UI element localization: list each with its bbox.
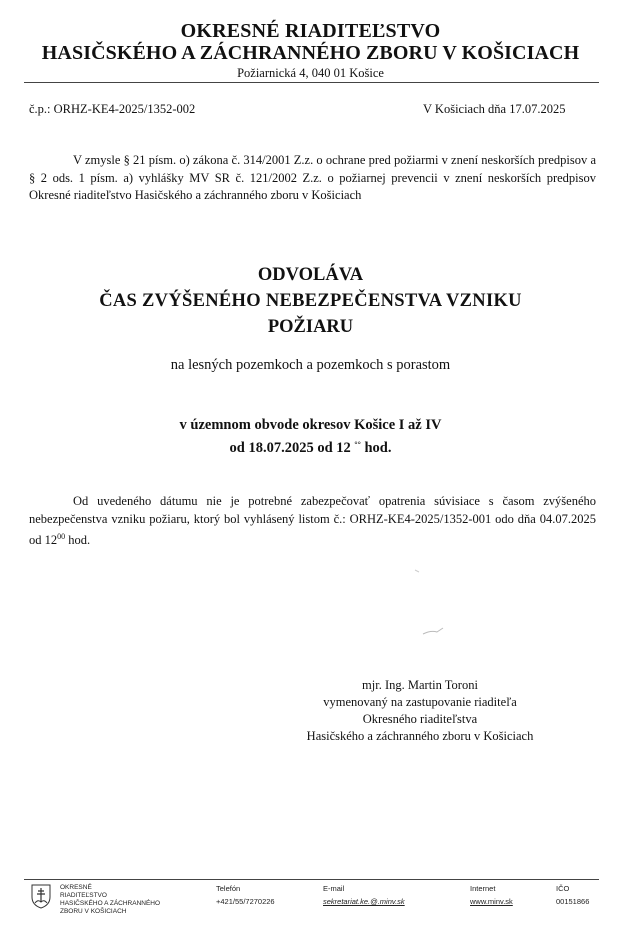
area-line2-sup: °° <box>354 440 361 449</box>
intro-paragraph: V zmysle § 21 písm. o) zákona č. 314/2001 Z.z. o ochrane pred požiarmi v znení neskorších predpisov a § 2 ods. 1 písm. a) vyhlášky MV SR č. 121/2002 Z.z. o požiarnej prevencii v znení neskorších predpisov Okresné riaditeľstvo Hasičského a záchranného zboru v Košiciach <box>29 153 596 202</box>
footer-org-line3: HASIČSKÉHO A ZÁCHRANNÉHO <box>60 900 161 907</box>
footer-org-line2: RIADITEĽSTVO <box>60 892 107 899</box>
footer-divider <box>24 879 599 880</box>
body-sup: 00 <box>57 532 66 541</box>
org-name-line1: OKRESNÉ RIADITEĽSTVO <box>180 20 441 42</box>
footer-internet <box>470 884 513 906</box>
footer-email <box>323 884 405 906</box>
body-text: Od uvedeného dátumu nie je potrebné zabezpečovať opatrenia súvisiace s časom zvýšeného nebezpečenstva vzniku požiaru, ktorý bol vyhlásený listom č.: ORHZ-KE4-2025/1352-001 odo dňa 04.07.2025 od 12 <box>29 494 596 547</box>
signatory-name: mjr. Ing. Martin Toroni <box>362 678 478 692</box>
footer-org-line4: ZBORU V KOŠICIACH <box>60 908 127 915</box>
heading-line2: ČAS ZVÝŠENÉHO NEBEZPEČENSTVA VZNIKU <box>99 291 522 311</box>
footer-ico-value: 00151866 <box>556 897 590 906</box>
footer-ico <box>556 884 589 906</box>
reference-number: č.p.: ORHZ-KE4-2025/1352-002 <box>29 102 196 116</box>
footer-org-line1: OKRESNÉ <box>60 884 92 891</box>
body-paragraph <box>29 492 596 549</box>
org-name-line2: HASIČSKÉHO A ZÁCHRANNÉHO ZBORU V KOŠICIACH <box>41 42 580 64</box>
signatory-role3: Hasičského a záchranného zboru v Košiciach <box>306 729 534 743</box>
heading-line1: ODVOLÁVA <box>257 265 364 285</box>
signatory-role1: vymenovaný na zastupovanie riaditeľa <box>323 695 517 709</box>
footer-phone-label: Telefón <box>216 884 241 893</box>
footer-phone <box>216 884 275 906</box>
signature-block <box>250 677 590 745</box>
area-line2-prefix: od 18.07.2025 od 12 <box>229 440 355 456</box>
footer-org <box>60 884 180 916</box>
slovak-coat-of-arms-icon <box>30 883 52 909</box>
signature-scribble <box>395 560 455 650</box>
area-block <box>0 415 621 458</box>
org-address: Požiarnická 4, 040 01 Košice <box>237 66 384 80</box>
area-line2 <box>0 435 621 458</box>
area-line2-suffix: hod. <box>360 440 392 456</box>
area-line1: v územnom obvode okresov Košice I až IV <box>179 417 442 433</box>
footer-ico-label: IČO <box>556 884 570 893</box>
footer-internet-label: Internet <box>470 884 496 893</box>
place-date: V Košiciach dňa 17.07.2025 <box>423 102 566 116</box>
footer-email-label: E-mail <box>323 884 345 893</box>
footer-phone-value: +421/55/7270226 <box>216 897 275 906</box>
main-heading <box>0 262 621 340</box>
heading-line3: POŽIARU <box>267 317 354 337</box>
subheading: na lesných pozemkoch a pozemkoch s porastom <box>170 357 451 373</box>
header-divider <box>24 82 599 83</box>
footer-email-link[interactable]: sekretariat.ke.@.minv.sk <box>323 897 405 906</box>
signatory-role2: Okresného riaditeľstva <box>362 712 478 726</box>
footer-internet-link[interactable]: www.minv.sk <box>470 897 513 906</box>
body-suffix: hod. <box>65 533 91 547</box>
